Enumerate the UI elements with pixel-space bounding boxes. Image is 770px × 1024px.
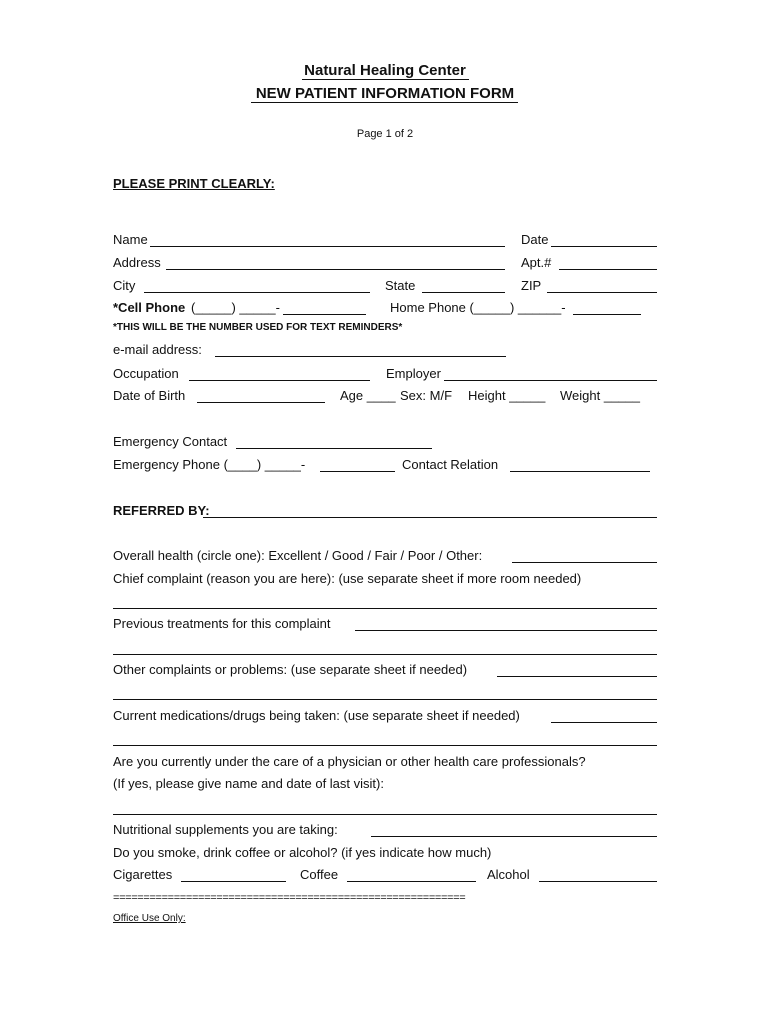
- zip-field[interactable]: [547, 292, 657, 293]
- center-name-underline: [302, 79, 469, 80]
- referred-by-field[interactable]: [203, 517, 657, 518]
- previous-treatments-field[interactable]: [355, 630, 657, 631]
- email-label: e-mail address:: [113, 342, 202, 357]
- current-medications-label: Current medications/drugs being taken: (use separate sheet if needed): [113, 708, 520, 723]
- contact-relation-field[interactable]: [510, 471, 650, 472]
- state-label: State: [385, 278, 416, 293]
- cigarettes-label: Cigarettes: [113, 867, 173, 882]
- supplements-field[interactable]: [371, 836, 657, 837]
- cell-phone-label: *Cell Phone: [113, 300, 186, 315]
- previous-treatments-label: Previous treatments for this complaint: [113, 616, 331, 631]
- contact-relation-label: Contact Relation: [402, 457, 499, 472]
- date-field[interactable]: [551, 246, 657, 247]
- chief-complaint-field[interactable]: [113, 608, 657, 609]
- coffee-field[interactable]: [347, 881, 476, 882]
- emergency-contact-field[interactable]: [236, 448, 432, 449]
- employer-field[interactable]: [444, 380, 657, 381]
- physician-care-note: (If yes, please give name and date of last visit):: [113, 776, 384, 791]
- sex-label: Sex: M/F: [400, 388, 453, 403]
- supplements-label: Nutritional supplements you are taking:: [113, 822, 338, 837]
- other-complaints-label: Other complaints or problems: (use separate sheet if needed): [113, 662, 468, 677]
- city-label: City: [113, 278, 136, 293]
- weight-label: Weight _____: [560, 388, 640, 403]
- current-medications-field[interactable]: [551, 722, 657, 723]
- overall-health-field[interactable]: [512, 562, 657, 563]
- apt-label: Apt.#: [521, 255, 552, 270]
- form-title: NEW PATIENT INFORMATION FORM: [255, 85, 515, 102]
- age-label: Age ____: [340, 388, 396, 403]
- zip-label: ZIP: [521, 278, 542, 293]
- page-label: Page 1 of 2: [356, 128, 414, 140]
- dob-label: Date of Birth: [113, 388, 186, 403]
- physician-care-field[interactable]: [113, 814, 657, 815]
- alcohol-field[interactable]: [539, 881, 657, 882]
- occupation-field[interactable]: [189, 380, 370, 381]
- emergency-phone-field[interactable]: [320, 471, 395, 472]
- previous-treatments-field-line2[interactable]: [113, 654, 657, 655]
- alcohol-label: Alcohol: [487, 867, 530, 882]
- home-phone-label: Home Phone (_____) ______-: [390, 300, 566, 315]
- home-phone-field[interactable]: [573, 314, 641, 315]
- address-label: Address: [113, 255, 161, 270]
- occupation-label: Occupation: [113, 366, 179, 381]
- dob-field[interactable]: [197, 402, 325, 403]
- print-notice: PLEASE PRINT CLEARLY:: [113, 176, 275, 191]
- employer-label: Employer: [386, 366, 441, 381]
- cell-phone-field[interactable]: [283, 314, 366, 315]
- address-field[interactable]: [166, 269, 505, 270]
- other-complaints-field[interactable]: [497, 676, 657, 677]
- apt-field[interactable]: [559, 269, 657, 270]
- emergency-contact-label: Emergency Contact: [113, 434, 228, 449]
- email-field[interactable]: [215, 356, 506, 357]
- overall-health-label: Overall health (circle one): Excellent / Good / Fair / Poor / Other:: [113, 548, 483, 563]
- cigarettes-field[interactable]: [181, 881, 286, 882]
- date-label: Date: [521, 232, 549, 247]
- text-reminder-note: *THIS WILL BE THE NUMBER USED FOR TEXT REMINDERS*: [113, 322, 403, 333]
- center-name: Natural Healing Center: [304, 62, 466, 79]
- other-complaints-field-line2[interactable]: [113, 699, 657, 700]
- form-title-underline: [251, 102, 518, 103]
- current-medications-field-line2[interactable]: [113, 745, 657, 746]
- referred-by-label: REFERRED BY:: [113, 503, 210, 518]
- city-field[interactable]: [144, 292, 370, 293]
- divider: ==========================================================: [113, 892, 466, 904]
- coffee-label: Coffee: [300, 867, 339, 882]
- height-label: Height _____: [468, 388, 546, 403]
- state-field[interactable]: [422, 292, 505, 293]
- physician-care-question: Are you currently under the care of a physician or other health care professionals?: [113, 754, 586, 769]
- emergency-phone-label: Emergency Phone (____) _____-: [113, 457, 306, 472]
- office-use-label: Office Use Only:: [113, 913, 186, 924]
- name-field[interactable]: [150, 246, 505, 247]
- chief-complaint-label: Chief complaint (reason you are here): (use separate sheet if more room needed): [113, 571, 582, 586]
- name-label: Name: [113, 232, 148, 247]
- smoke-question: Do you smoke, drink coffee or alcohol? (if yes indicate how much): [113, 845, 492, 860]
- cell-phone-format: (_____) _____-: [191, 300, 280, 315]
